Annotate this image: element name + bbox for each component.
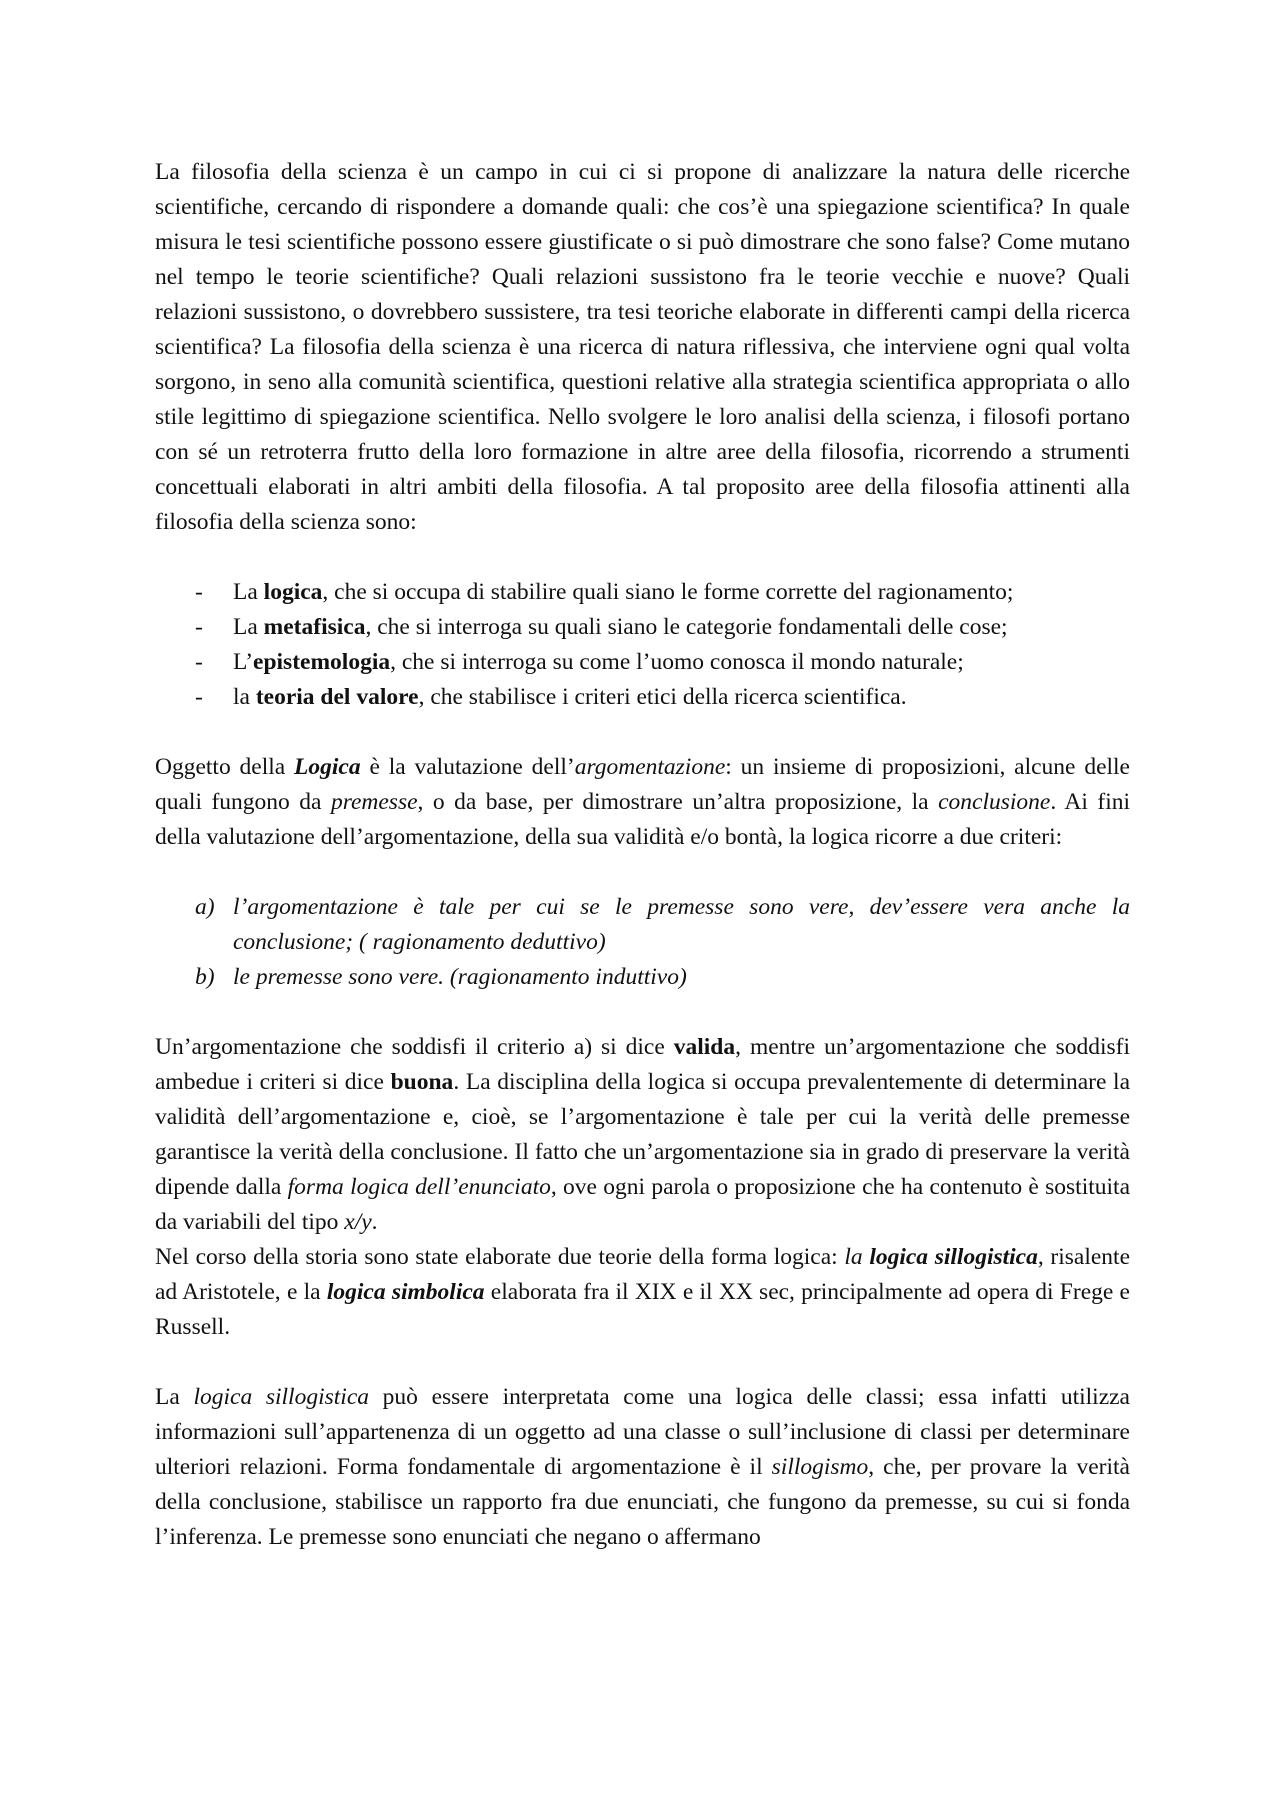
criterion-text: l’argomentazione è tale per cui se le premesse sono vere, dev’essere vera anche la conclusione; ( ragionamento deduttivo) [233, 894, 1130, 955]
conclusion-term: conclusione [938, 789, 1051, 815]
list-item-text: La [233, 579, 264, 605]
text-run: . Ai fini della valutazione dell’argomentazione, della sua validità e/o bontà, la logica ricorre a due criteri: [155, 789, 1131, 850]
argument-term: argomentazione [574, 754, 726, 780]
list-item-text: la [233, 684, 256, 710]
syllogistic-logic-term: logica sillogistica [193, 1384, 369, 1410]
good-term: buona [390, 1069, 454, 1095]
list-item [155, 680, 1130, 715]
text-run: Un’argomentazione che soddisfi il criterio a) si dice [155, 1034, 674, 1060]
list-item-term: metafisica [263, 614, 366, 640]
text-run: elaborata fra il XIX e il XX sec, principalmente ad opera di Frege e Russell. [155, 1279, 1130, 1340]
dash-bullet: - [195, 579, 203, 605]
criteria-list [155, 890, 1130, 995]
dash-bullet: - [195, 614, 203, 640]
list-marker: b) [195, 964, 215, 990]
validity-paragraph [155, 1030, 1130, 1240]
symbolic-logic-term: logica simbolica [326, 1279, 485, 1305]
list-item-text: , che si interroga su come l’uomo conosca il mondo naturale; [390, 649, 964, 675]
list-item-term: logica [263, 579, 323, 605]
list-item [155, 960, 1130, 995]
list-item [155, 575, 1130, 610]
text-run: , o da base, per dimostrare un’altra proposizione, la [417, 789, 939, 815]
list-item-text: La [233, 614, 264, 640]
premises-term: premesse [330, 789, 418, 815]
list-item-text: L’ [233, 649, 254, 675]
text-run: è la valutazione dell’ [360, 754, 575, 780]
list-item-term: epistemologia [253, 649, 391, 675]
logical-form-term: forma logica dell’enunciato [287, 1174, 551, 1200]
logic-term: Logica [294, 754, 361, 780]
text-run: Oggetto della [155, 754, 295, 780]
intro-paragraph: La filosofia della scienza è un campo in cui ci si propone di analizzare la natura delle ricerche scientifiche, cercando di rispondere a domande quali: che cos’è una spiegazione scientifica? In quale misura le tesi scientifiche possono essere giustificate o si può dimostrare che sono false? Come mutano nel tempo le teorie scientifiche? Quali relazioni sussistono fra le teorie vecchie e nuove? Quali relazioni sussistono, o dovrebbero sussistere, tra tesi teoriche elaborate in differenti campi della ricerca scientifica? La filosofia della scienza è una ricerca di natura riflessiva, che interviene ogni qual volta sorgono, in seno alla comunità scientifica, questioni relative alla strategia scientifica appropriata o allo stile legittimo di spiegazione scientifica. Nello svolgere le loro analisi della scienza, i filosofi portano con sé un retroterra frutto della loro formazione in altre aree della filosofia, ricorrendo a strumenti concettuali elaborati in altri ambiti della filosofia. A tal proposito aree della filosofia attinenti alla filosofia della scienza sono: [155, 159, 1130, 535]
list-item-term: teoria del valore [255, 684, 419, 710]
syllogistic-paragraph [155, 1380, 1130, 1555]
text-run: , che, per provare la verità della conclusione, stabilisce un rapporto fra due enunciati, che fungono da premesse, su cui si fonda l’inferenza. Le premesse sono enunciati che negano o affermano [155, 1454, 1130, 1550]
list-marker: a) [195, 894, 215, 920]
text-run: . [371, 1209, 378, 1235]
variable-term: x/y [344, 1209, 372, 1235]
list-item-text: , che si occupa di stabilire quali siano le forme corrette del ragionamento; [322, 579, 1014, 605]
criterion-text: le premesse sono vere. (ragionamento induttivo) [233, 964, 687, 990]
text-run: può essere interpretata come una logica delle classi; essa infatti utilizza informazioni sull’appartenenza di un oggetto ad una classe o sull’inclusione di classi per determinare ulteriori relazioni. Forma fondamentale di argomentazione è il [155, 1384, 1130, 1480]
text-run: Nel corso della storia sono state elaborate due teorie della forma logica: [155, 1244, 845, 1270]
list-item [155, 645, 1130, 680]
dash-bullet: - [195, 684, 203, 710]
text-run: , risalente ad Aristotele, e la [155, 1244, 1130, 1305]
history-paragraph [155, 1240, 1130, 1345]
text-run: , mentre un’argomentazione che soddisfi ambedue i criteri si dice [155, 1034, 1131, 1095]
text-run: La [155, 1384, 194, 1410]
list-item-text: , che si interroga su quali siano le categorie fondamentali delle cose; [365, 614, 1008, 640]
dash-bullet: - [195, 649, 203, 675]
list-item [155, 890, 1130, 960]
valid-term: valida [673, 1034, 736, 1060]
syllogistic-logic-term: logica sillogistica [869, 1244, 1038, 1270]
document-page [155, 155, 1130, 1555]
text-run: . La disciplina della logica si occupa prevalentemente di determinare la validità dell’argomentazione e, cioè, se l’argomentazione è tale per cui la verità delle premesse garantisce la verità della conclusione. Il fatto che un’argomentazione sia in grado di preservare la verità dipende dalla [155, 1069, 1131, 1200]
text-run: la [844, 1244, 870, 1270]
list-item-text: , che stabilisce i criteri etici della ricerca scientifica. [418, 684, 907, 710]
philosophy-areas-list [155, 575, 1130, 715]
text-run: : un insieme di proposizioni, alcune delle quali fungono da [155, 754, 1130, 815]
logic-paragraph [155, 750, 1130, 855]
list-item [155, 610, 1130, 645]
syllogism-term: sillogismo [771, 1454, 869, 1480]
text-run: , ove ogni parola o proposizione che ha contenuto è sostituita da variabili del tipo [155, 1174, 1131, 1235]
